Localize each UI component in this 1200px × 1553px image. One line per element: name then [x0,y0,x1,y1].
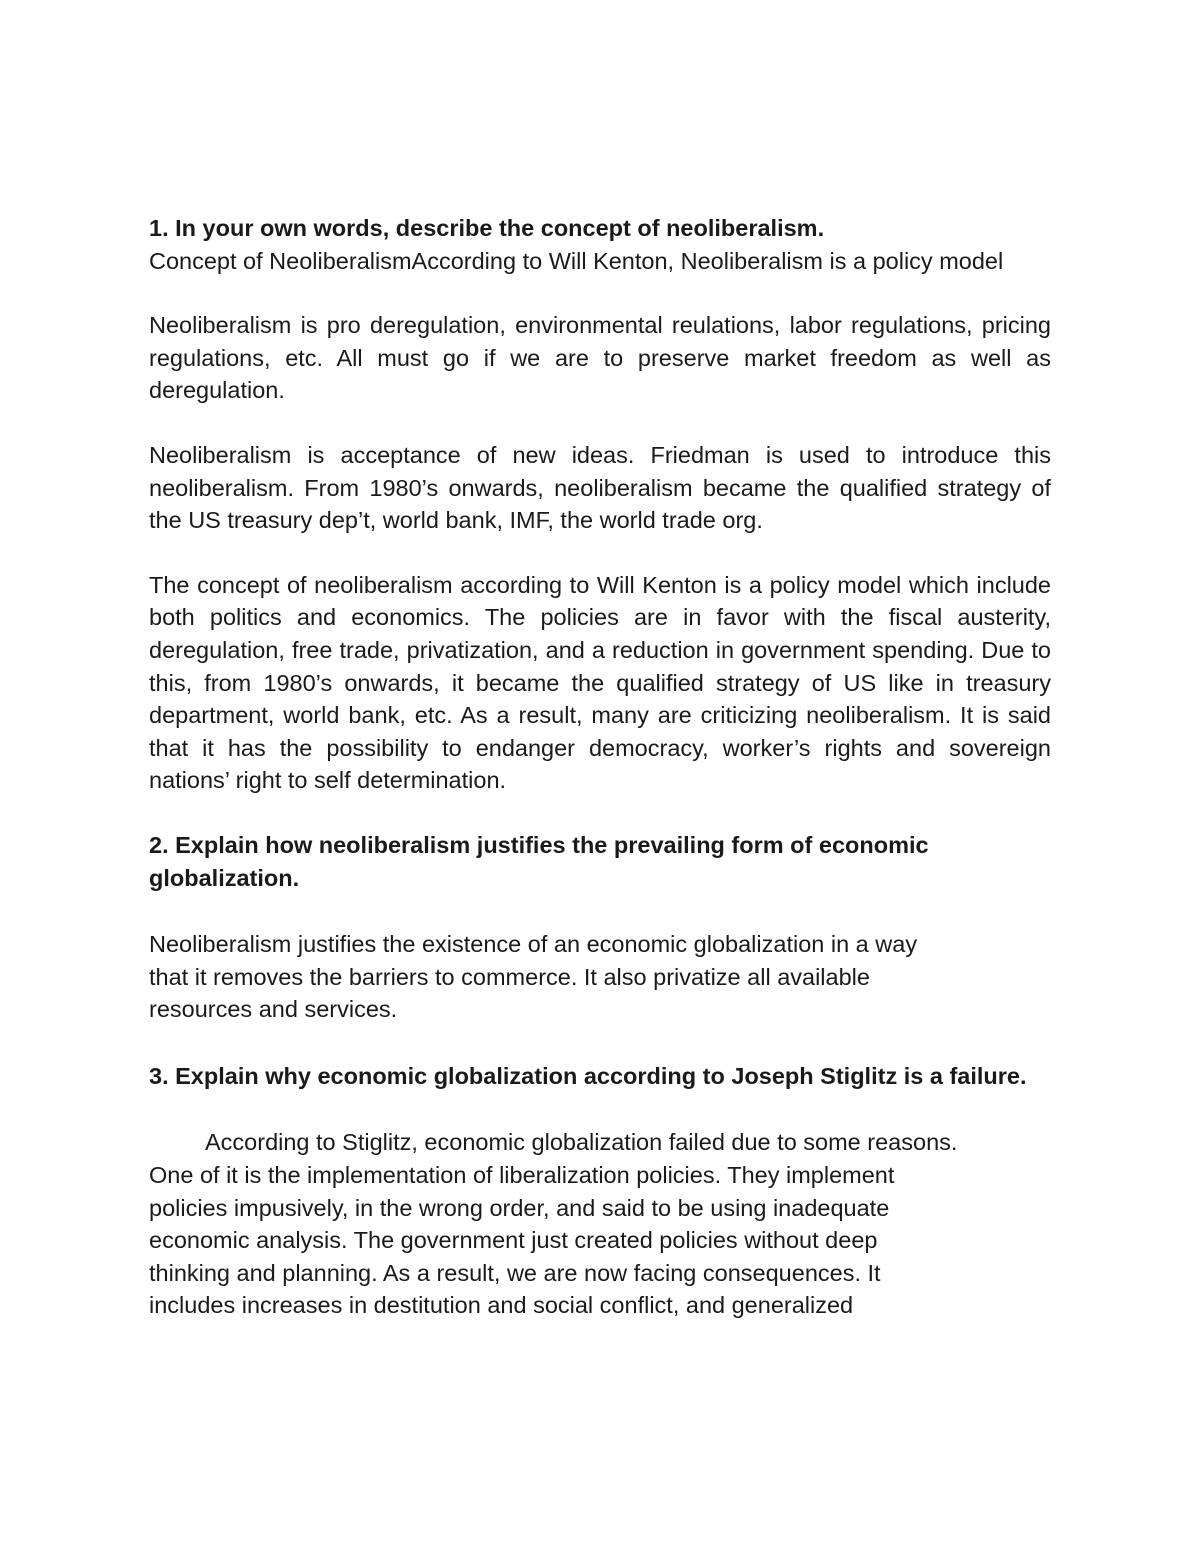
question-1-heading: 1. In your own words, describe the concept of neoliberalism. [149,215,825,241]
answer-line: includes increases in destitution and social conflict, and generalized [149,1292,854,1319]
answer-line: policies impusively, in the wrong order, and said to be using inadequate [149,1194,890,1221]
answer-line: One of it is the implementation of liberalization policies. They implement [149,1162,895,1189]
answer-line: According to Stiglitz, economic globalization failed due to some reasons. [205,1129,958,1156]
question-1-paragraph-2: Neoliberalism is pro deregulation, environmental reulations, labor regulations, pricing regulations, etc. All must go if we are to preserve market freedom as well as deregulation. [149,312,1051,404]
question-2-heading: 2. Explain how neoliberalism justifies the prevailing form of economic globalization. [149,831,929,891]
question-3-answer [149,1126,1051,1322]
answer-line: Neoliberalism justifies the existence of an economic globalization in a way [149,931,918,958]
question-1-paragraph-1: Concept of NeoliberalismAccording to Will Kenton, Neoliberalism is a policy model [149,247,1004,274]
answer-line: that it removes the barriers to commerce. It also privatize all available [149,963,870,990]
answer-line: economic analysis. The government just created policies without deep [149,1227,878,1254]
document-body [149,212,1051,1322]
question-2-answer [149,928,1051,1026]
answer-line: thinking and planning. As a result, we are now facing consequences. It [149,1259,881,1286]
question-1-paragraph-3: Neoliberalism is acceptance of new ideas. Friedman is used to introduce this neoliberalism. From 1980’s onwards, neoliberalism became the qualified strategy of the US treasury dep’t, world bank, IMF, the world trade org. [149,441,1051,534]
question-1-paragraph-4: The concept of neoliberalism according to Will Kenton is a policy model which include both politics and economics. The policies are in favor with the fiscal austerity, deregulation, free trade, privatization, and a reduction in government spending. Due to this, from 1980’s onwards, it became the qualified strategy of US like in treasury department, world bank, etc. As a result, many are criticizing neoliberalism. It is said that it has the possibility to endanger democracy, worker’s rights and sovereign nations’ right to self determination. [149,571,1051,794]
question-3-heading: 3. Explain why economic globalization according to Joseph Stiglitz is a failure. [149,1062,1027,1089]
answer-line: resources and services. [149,996,398,1023]
